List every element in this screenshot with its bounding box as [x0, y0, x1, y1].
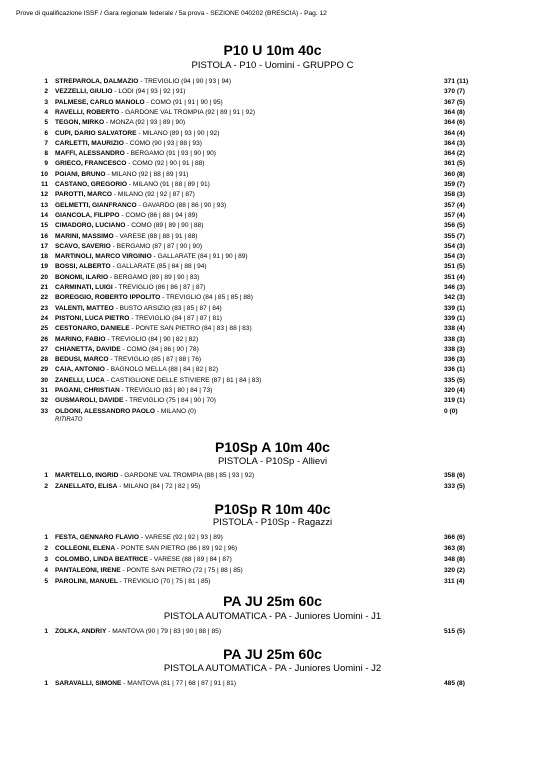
result-rank: 1	[44, 680, 48, 687]
total-score: 338 (3)	[444, 345, 465, 353]
athlete-name: CHIANETTA, DAVIDE - COMO (84 | 86 | 90 | 78)	[55, 345, 199, 353]
athlete-name: GELMETTI, GIANFRANCO - GAVARDO (88 | 86 | 90 | 93)	[55, 201, 227, 209]
club-and-series: - VARESE (92 | 92 | 93 | 89)	[139, 534, 223, 541]
result-row	[0, 77, 545, 87]
total-score: 357 (4)	[444, 201, 465, 209]
result-row	[0, 129, 545, 139]
result-rank: 28	[40, 356, 48, 364]
page-header: Prove di qualificazione ISSF / Gara regionale federale / 5a prova - SEZIONE 040202 (BRESCIA) - Pag. 12	[16, 10, 327, 17]
athlete-name: ZANELLI, LUCA - CASTIGLIONE DELLE STIVIERE (87 | 81 | 84 | 83)	[55, 376, 262, 384]
result-row	[0, 108, 545, 118]
result-rank: 23	[40, 304, 48, 312]
result-row	[0, 314, 545, 324]
athlete-name: VEZZELLI, GIULIO - LODI (94 | 93 | 92 | 91)	[55, 88, 186, 96]
club-and-series: - MILANO (84 | 72 | 82 | 95)	[117, 483, 201, 490]
result-rank: 2	[44, 544, 48, 552]
total-score: 0 (0)	[444, 407, 458, 415]
athlete-name: TEGON, MIRKO - MONZA (92 | 93 | 89 | 90)	[55, 119, 186, 127]
club-and-series: - GAVARDO (88 | 86 | 90 | 93)	[136, 201, 227, 209]
result-rank: 25	[40, 325, 48, 333]
result-row	[0, 335, 545, 345]
result-row	[0, 304, 545, 314]
result-rank: 1	[44, 78, 48, 85]
result-row	[0, 221, 545, 231]
total-score: 364 (3)	[444, 139, 465, 147]
club-and-series: - VARESE (88 | 88 | 91 | 88)	[113, 232, 198, 240]
total-score: 342 (3)	[444, 294, 465, 302]
total-score: 370 (7)	[444, 88, 465, 96]
result-rank: 2	[44, 483, 48, 490]
result-row	[0, 533, 545, 543]
club-and-series: - CASTIGLIONE DELLE STIVIERE (87 | 81 | 84 | 83)	[104, 376, 262, 384]
total-score: 361 (5)	[444, 160, 465, 168]
athlete-name: CASTANO, GREGORIO - MILANO (91 | 88 | 89 | 91)	[55, 181, 210, 188]
club-and-series: - TREVIGLIO (94 | 90 | 93 | 94)	[138, 78, 232, 85]
result-row	[0, 201, 545, 211]
result-rank: 29	[40, 366, 48, 374]
result-rank: 11	[41, 181, 48, 188]
result-row	[0, 324, 545, 334]
result-row	[0, 355, 545, 365]
athlete-name: PAROLINI, MANUEL - TREVIGLIO (70 | 75 | 81 | 85)	[55, 577, 211, 585]
club-and-series: - BERGAMO (87 | 87 | 90 | 90)	[110, 242, 203, 250]
result-rank: 22	[40, 294, 48, 302]
club-and-series: - TREVIGLIO (84 | 90 | 82 | 82)	[105, 335, 199, 343]
total-score: 356 (5)	[444, 222, 465, 230]
result-rank: 12	[40, 191, 48, 199]
club-and-series: - LODI (94 | 93 | 92 | 91)	[112, 88, 186, 96]
result-row	[0, 262, 545, 272]
result-row	[0, 273, 545, 283]
total-score: 354 (3)	[444, 253, 465, 261]
result-rank: 3	[44, 98, 48, 106]
result-row	[0, 555, 545, 565]
result-rank: 15	[40, 222, 48, 230]
athlete-name: BEDUSI, MARCO - TREVIGLIO (85 | 87 | 88 | 76)	[55, 356, 202, 364]
result-rank: 5	[44, 577, 48, 585]
section-subtitle: PISTOLA - P10Sp - Ragazzi	[212, 517, 333, 528]
total-score: 360 (8)	[444, 170, 465, 178]
club-and-series: - TREVIGLIO (84 | 85 | 85 | 88)	[160, 294, 253, 302]
result-row	[0, 180, 545, 190]
result-row	[0, 232, 545, 242]
total-score: 351 (4)	[444, 273, 465, 281]
club-and-series: - MANTOVA (90 | 79 | 83 | 90 | 88 | 85)	[106, 628, 222, 635]
athlete-name: FESTA, GENNARO FLAVIO - VARESE (92 | 92 | 93 | 89)	[55, 534, 223, 541]
result-rank: 31	[40, 387, 48, 394]
total-score: 320 (4)	[444, 387, 465, 394]
total-score: 338 (4)	[444, 325, 465, 333]
club-and-series: - COMO (91 | 91 | 90 | 95)	[144, 98, 223, 106]
result-rank: 20	[40, 273, 48, 281]
result-rank: 30	[40, 376, 48, 384]
section-title: PA JU 25m 60c	[223, 593, 322, 609]
section-subtitle: PISTOLA - P10Sp - Allievi	[217, 456, 328, 467]
total-score: 346 (3)	[444, 284, 465, 291]
athlete-name: COLLEONI, ELENA - PONTE SAN PIETRO (86 | 89 | 92 | 96)	[55, 544, 238, 552]
athlete-name: PAROTTI, MARCO - MILANO (92 | 92 | 87 | 87)	[55, 191, 195, 199]
club-and-series: - MILANO (0)	[155, 407, 197, 415]
athlete-name: MARINO, FABIO - TREVIGLIO (84 | 90 | 82 | 82)	[55, 335, 199, 343]
section-subtitle: PISTOLA AUTOMATICA - PA - Juniores Uomini - J1	[163, 611, 382, 622]
result-rank: 6	[44, 129, 48, 137]
club-and-series: - BERGAMO (91 | 93 | 90 | 90)	[124, 150, 216, 158]
result-rank: 1	[44, 472, 48, 479]
total-score: 320 (2)	[444, 566, 465, 574]
result-rank: 27	[40, 345, 48, 353]
total-score: 311 (4)	[444, 577, 465, 585]
athlete-name: RAVELLI, ROBERTO - GARDONE VAL TROMPIA (92 | 89 | 91 | 92)	[55, 108, 256, 116]
result-row	[0, 679, 545, 689]
club-and-series: - GARDONE VAL TROMPIA (88 | 85 | 93 | 92)	[118, 472, 255, 479]
result-rank: 32	[40, 397, 48, 405]
result-row	[0, 376, 545, 386]
result-row	[0, 566, 545, 576]
result-rank: 17	[40, 242, 48, 250]
total-score: 348 (8)	[444, 555, 465, 563]
athlete-name: OLDONI, ALESSANDRO PAOLO - MILANO (0)	[55, 407, 197, 415]
result-row	[0, 482, 545, 492]
total-score: 335 (5)	[444, 376, 465, 384]
club-and-series: - GALLARATE (85 | 84 | 88 | 94)	[110, 263, 207, 271]
result-rank: 5	[44, 119, 48, 127]
result-rank: 13	[40, 201, 48, 209]
total-score: 366 (6)	[444, 534, 465, 541]
total-score: 351 (5)	[444, 263, 465, 271]
athlete-name: STREPAROLA, DALMAZIO - TREVIGLIO (94 | 90 | 93 | 94)	[55, 78, 232, 85]
club-and-series: - BUSTO ARSIZIO (83 | 85 | 87 | 84)	[113, 304, 222, 312]
result-row	[0, 170, 545, 180]
club-and-series: - COMO (90 | 93 | 88 | 93)	[123, 139, 202, 147]
result-rank: 9	[44, 160, 48, 168]
club-and-series: - TREVIGLIO (75 | 84 | 90 | 70)	[123, 397, 216, 405]
club-and-series: - TREVIGLIO (70 | 75 | 81 | 85)	[117, 577, 211, 585]
athlete-name: COLOMBO, LINDA BEATRICE - VARESE (88 | 89 | 84 | 87)	[55, 555, 232, 563]
club-and-series: - MILANO (89 | 93 | 90 | 92)	[136, 129, 220, 137]
club-and-series: - TREVIGLIO (83 | 80 | 84 | 73)	[119, 387, 213, 394]
total-score: 485 (8)	[444, 680, 465, 687]
total-score: 367 (5)	[444, 98, 465, 106]
athlete-name: ZANELLATO, ELISA - MILANO (84 | 72 | 82 | 95)	[55, 483, 201, 490]
result-row	[0, 386, 545, 396]
athlete-name: GUSMAROLI, DAVIDE - TREVIGLIO (75 | 84 | 90 | 70)	[55, 397, 216, 405]
club-and-series: - BERGAMO (89 | 89 | 90 | 83)	[108, 273, 200, 281]
club-and-series: - COMO (84 | 86 | 90 | 78)	[120, 345, 199, 353]
athlete-name: VALENTI, MATTEO - BUSTO ARSIZIO (83 | 85 | 87 | 84)	[55, 304, 222, 312]
athlete-name: BONOMI, ILARIO - BERGAMO (89 | 89 | 90 | 83)	[55, 273, 200, 281]
result-rank: 14	[40, 211, 48, 219]
club-and-series: - PONTE SAN PIETRO (72 | 75 | 88 | 85)	[120, 566, 243, 574]
total-score: 359 (7)	[444, 181, 465, 188]
result-rank: 8	[44, 150, 48, 158]
total-score: 358 (6)	[444, 472, 465, 479]
athlete-name: MARTELLO, INGRID - GARDONE VAL TROMPIA (88 | 85 | 93 | 92)	[55, 472, 255, 479]
athlete-name: SCAVO, SAVERIO - BERGAMO (87 | 87 | 90 | 90)	[55, 242, 203, 250]
total-score: 363 (8)	[444, 544, 465, 552]
athlete-name: PISTONI, LUCA PIETRO - TREVIGLIO (84 | 87 | 87 | 81)	[55, 314, 222, 322]
athlete-name: CAIA, ANTONIO - BAGNOLO MELLA (88 | 84 | 82 | 82)	[55, 366, 219, 374]
result-row	[0, 471, 545, 481]
total-score: 336 (3)	[444, 356, 465, 364]
result-row	[0, 544, 545, 554]
athlete-name: ZOLKA, ANDRIY - MANTOVA (90 | 79 | 83 | 90 | 88 | 85)	[55, 628, 222, 635]
total-score: 358 (3)	[444, 191, 465, 199]
result-row	[0, 118, 545, 128]
total-score: 364 (4)	[444, 129, 465, 137]
club-and-series: - MILANO (92 | 88 | 89 | 91)	[105, 170, 189, 178]
result-row	[0, 293, 545, 303]
club-and-series: - MONZA (92 | 93 | 89 | 90)	[104, 119, 186, 127]
club-and-series: - MILANO (92 | 92 | 87 | 87)	[112, 191, 195, 199]
athlete-name: CARLETTI, MAURIZIO - COMO (90 | 93 | 88 | 93)	[55, 139, 202, 147]
result-row	[0, 190, 545, 200]
result-row	[0, 139, 545, 149]
result-rank: 26	[40, 335, 48, 343]
result-rank: 19	[40, 263, 48, 271]
athlete-name: CIMADORO, LUCIANO - COMO (89 | 89 | 90 | 88)	[55, 222, 204, 230]
section-title: P10Sp R 10m 40c	[214, 501, 331, 517]
club-and-series: - MILANO (91 | 88 | 89 | 91)	[127, 181, 210, 188]
result-row	[0, 159, 545, 169]
result-row	[0, 396, 545, 406]
result-rank: 18	[40, 253, 48, 261]
club-and-series: - TREVIGLIO (86 | 86 | 87 | 87)	[112, 284, 206, 291]
club-and-series: - TREVIGLIO (84 | 87 | 87 | 81)	[129, 314, 222, 322]
total-score: 338 (3)	[444, 335, 465, 343]
result-rank: 24	[40, 314, 48, 322]
club-and-series: - PONTE SAN PIETRO (86 | 89 | 92 | 96)	[115, 544, 238, 552]
result-rank: 3	[44, 555, 48, 563]
section-title: P10Sp A 10m 40c	[215, 439, 330, 455]
total-score: 371 (11)	[444, 78, 469, 85]
club-and-series: - COMO (92 | 90 | 91 | 88)	[126, 160, 205, 168]
total-score: 339 (1)	[444, 304, 465, 312]
result-rank: 10	[40, 170, 48, 178]
total-score: 355 (7)	[444, 232, 465, 240]
total-score: 336 (1)	[444, 366, 465, 374]
result-rank: 7	[44, 139, 48, 147]
result-row	[0, 87, 545, 97]
section-subtitle: PISTOLA - P10 - Uomini - GRUPPO C	[191, 60, 354, 71]
athlete-name: PALMESE, CARLO MANOLO - COMO (91 | 91 | 90 | 95)	[55, 98, 223, 106]
athlete-name: CARMINATI, LUIGI - TREVIGLIO (86 | 86 | 87 | 87)	[55, 284, 206, 291]
result-row	[0, 365, 545, 375]
athlete-name: BOSSI, ALBERTO - GALLARATE (85 | 84 | 88 | 94)	[55, 263, 207, 271]
total-score: 319 (1)	[444, 397, 465, 405]
section-title: P10 U 10m 40c	[223, 42, 322, 58]
club-and-series: - PONTE SAN PIETRO (84 | 83 | 88 | 83)	[129, 325, 252, 333]
athlete-name: GIANCOLA, FILIPPO - COMO (86 | 88 | 94 | 89)	[55, 211, 198, 219]
club-and-series: - VARESE (88 | 89 | 84 | 87)	[148, 555, 232, 563]
result-row	[0, 345, 545, 355]
athlete-name: SARAVALLI, SIMONE - MANTOVA (81 | 77 | 68 | 87 | 91 | 81)	[55, 680, 237, 687]
total-score: 354 (3)	[444, 242, 465, 250]
result-rank: 16	[40, 232, 48, 240]
club-and-series: - TREVIGLIO (85 | 87 | 88 | 76)	[108, 356, 202, 364]
result-note: RITIRATO	[55, 416, 83, 423]
athlete-name: BOREGGIO, ROBERTO IPPOLITO - TREVIGLIO (84 | 85 | 85 | 88)	[55, 294, 253, 302]
total-score: 333 (5)	[444, 483, 465, 490]
club-and-series: - COMO (89 | 89 | 90 | 88)	[125, 222, 204, 230]
athlete-name: GRIECO, FRANCESCO - COMO (92 | 90 | 91 | 88)	[55, 160, 205, 168]
section-title: PA JU 25m 60c	[223, 646, 322, 662]
athlete-name: MARTINOLI, MARCO VIRGINIO - GALLARATE (84 | 91 | 90 | 89)	[55, 253, 248, 261]
club-and-series: - GALLARATE (84 | 91 | 90 | 89)	[151, 253, 248, 261]
result-rank: 33	[40, 407, 48, 415]
athlete-name: MAFFI, ALESSANDRO - BERGAMO (91 | 93 | 90 | 90)	[55, 150, 216, 158]
result-row	[0, 252, 545, 262]
athlete-name: PAGANI, CHRISTIAN - TREVIGLIO (83 | 80 | 84 | 73)	[55, 387, 213, 394]
club-and-series: - COMO (86 | 88 | 94 | 89)	[119, 211, 198, 219]
athlete-name: POIANI, BRUNO - MILANO (92 | 88 | 89 | 91)	[55, 170, 189, 178]
result-row	[0, 149, 545, 159]
total-score: 364 (8)	[444, 108, 465, 116]
result-row	[0, 211, 545, 221]
result-rank: 1	[44, 628, 48, 635]
result-rank: 4	[44, 108, 48, 116]
total-score: 339 (1)	[444, 314, 465, 322]
result-rank: 2	[44, 88, 48, 96]
total-score: 357 (4)	[444, 211, 465, 219]
total-score: 364 (2)	[444, 150, 465, 158]
section-subtitle: PISTOLA AUTOMATICA - PA - Juniores Uomini - J2	[163, 663, 382, 674]
result-row	[0, 283, 545, 293]
club-and-series: - MANTOVA (81 | 77 | 68 | 87 | 91 | 81)	[121, 680, 237, 687]
result-row	[0, 627, 545, 637]
athlete-name: MARINI, MASSIMO - VARESE (88 | 88 | 91 | 88)	[55, 232, 198, 240]
result-rank: 4	[44, 566, 48, 574]
result-row	[0, 577, 545, 587]
club-and-series: - BAGNOLO MELLA (88 | 84 | 82 | 82)	[104, 366, 219, 374]
total-score: 364 (6)	[444, 119, 465, 127]
total-score: 515 (5)	[444, 628, 465, 635]
club-and-series: - GARDONE VAL TROMPIA (92 | 89 | 91 | 92)	[119, 108, 256, 116]
result-row	[0, 242, 545, 252]
result-rank: 1	[44, 534, 48, 541]
athlete-name: CUPI, DARIO SALVATORE - MILANO (89 | 93 | 90 | 92)	[55, 129, 220, 137]
athlete-name: CESTONARO, DANIELE - PONTE SAN PIETRO (84 | 83 | 88 | 83)	[55, 325, 252, 333]
result-row	[0, 98, 545, 108]
result-rank: 21	[40, 284, 48, 291]
athlete-name: PANTALEONI, IRENE - PONTE SAN PIETRO (72 | 75 | 88 | 85)	[55, 566, 243, 574]
